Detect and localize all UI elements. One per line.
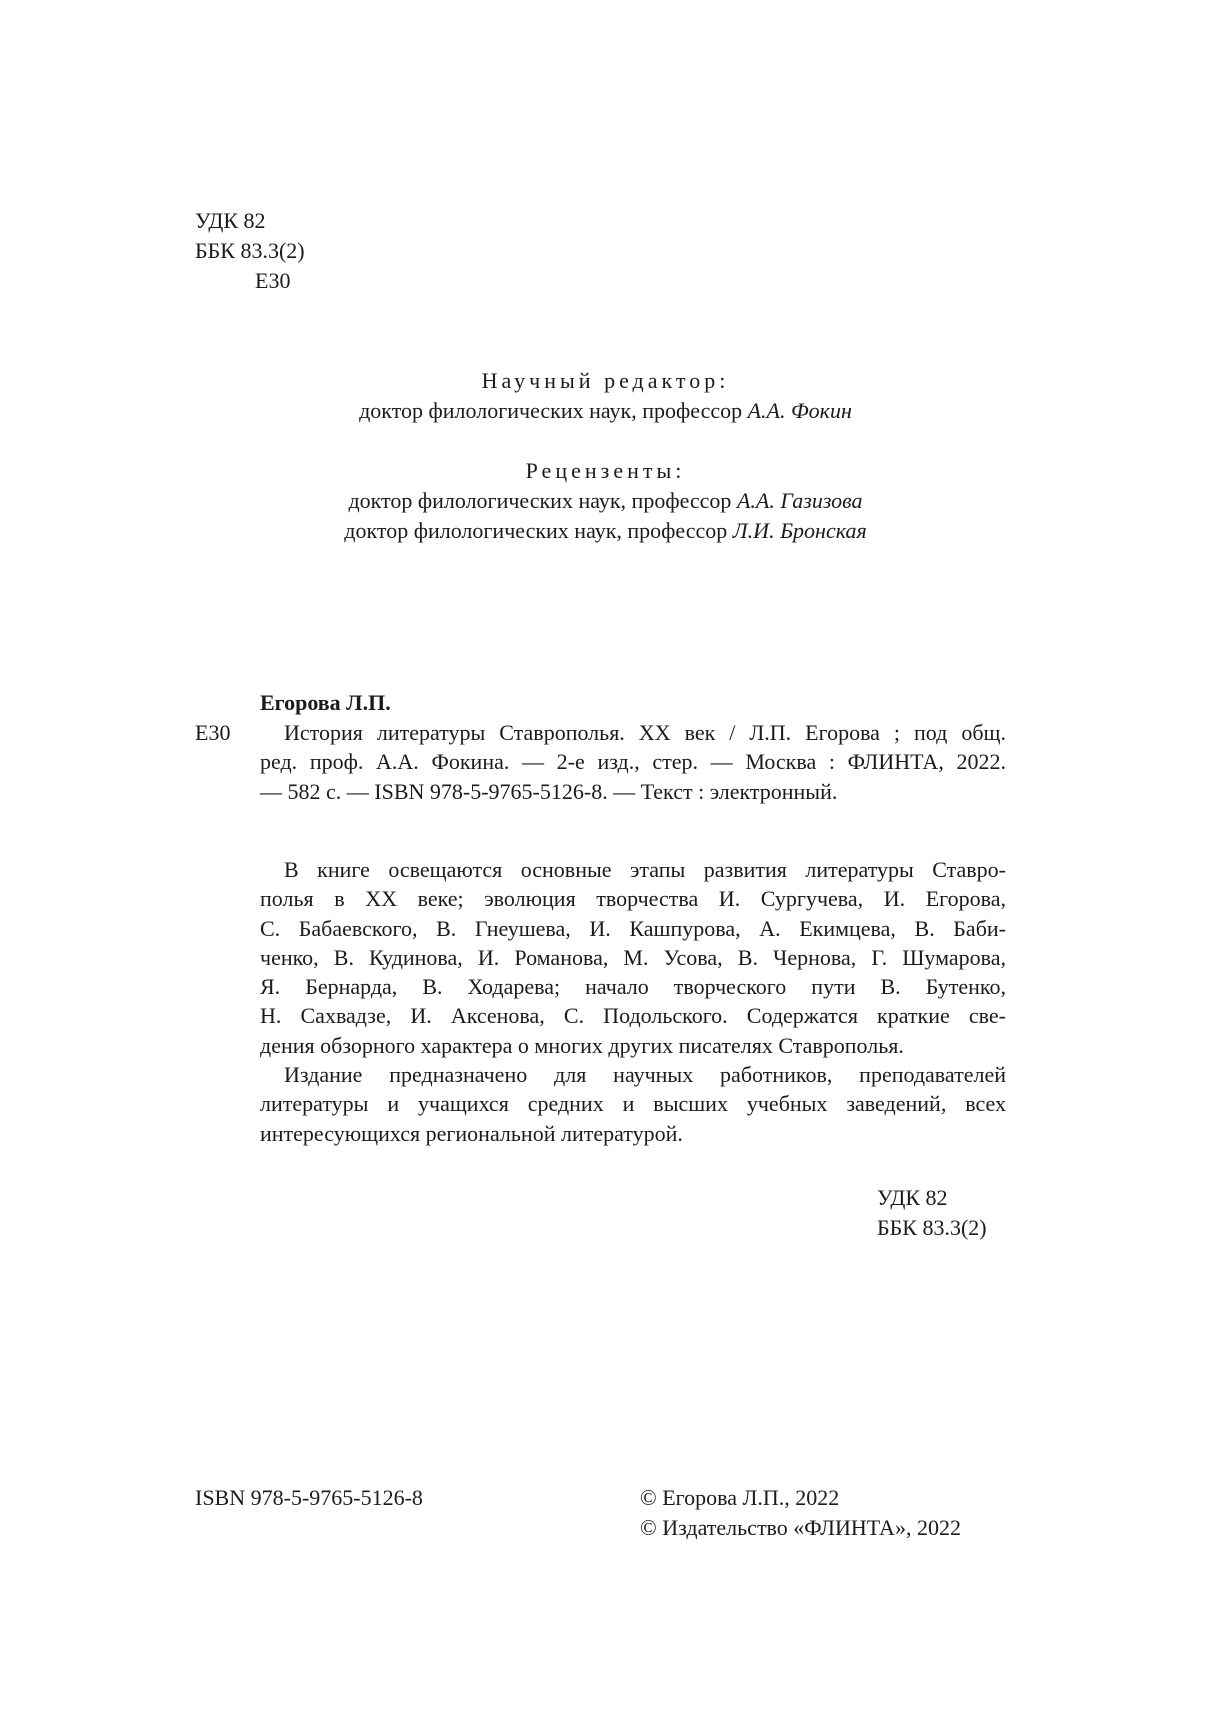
bibliographic-description <box>260 718 1006 806</box>
author-mark-top: Е30 <box>255 268 291 293</box>
annotation-line: Я. Бернарда, В. Ходарева; начало творческого пути В. Бутенко, <box>260 974 1006 1000</box>
scientific-editor-title: доктор филологических наук, профессор <box>359 398 748 423</box>
bibliographic-line: История литературы Ставрополья. XX век / Л.П. Егорова ; под общ. <box>284 720 1006 745</box>
bibliographic-line: — 582 с. — ISBN 978-5-9765-5126-8. — Текст : электронный. <box>260 778 838 804</box>
author-heading: Егорова Л.П. <box>260 690 391 715</box>
bibliographic-line: ред. проф. А.А. Фокина. — 2-е изд., стер. — Москва : ФЛИНТА, 2022. <box>260 749 1006 775</box>
udk-code-top: УДК 82 <box>195 208 266 233</box>
reviewer-name: Л.И. Бронская <box>732 518 867 543</box>
reviewer-line <box>0 486 1211 516</box>
annotation-line: ченко, В. Кудинова, И. Романова, М. Усова, В. Чернова, Г. Шумарова, <box>260 944 1006 970</box>
reviewer-title: доктор филологических наук, профессор <box>344 518 733 543</box>
annotation-line: полья в XX веке; эволюция творчества И. Сургучева, И. Егорова, <box>260 886 1006 912</box>
copyright-publisher: © Издательство «ФЛИНТА», 2022 <box>640 1515 961 1540</box>
annotation-line: литературы и учащихся средних и высших учебных заведений, всех <box>260 1091 1006 1117</box>
bbk-code-bottom: ББК 83.3(2) <box>877 1215 987 1240</box>
copyright-author: © Егорова Л.П., 2022 <box>640 1485 840 1510</box>
reviewer-line <box>0 516 1211 546</box>
bbk-code-top: ББК 83.3(2) <box>195 238 305 263</box>
udk-code-bottom: УДК 82 <box>877 1185 948 1210</box>
author-mark: Е30 <box>195 720 231 745</box>
annotation-line: С. Бабаевского, В. Гнеушева, И. Кашпурова, А. Екимцева, В. Баби- <box>260 915 1006 941</box>
scientific-editor-line <box>0 396 1211 426</box>
annotation-line: интересующихся региональной литературой. <box>260 1120 683 1146</box>
annotation-line: Н. Сахвадзе, И. Аксенова, С. Подольского. Содержатся краткие све- <box>260 1003 1006 1029</box>
annotation-line: Издание предназначено для научных работников, преподавателей <box>284 1062 1006 1087</box>
annotation-paragraph <box>260 1060 1006 1148</box>
annotation-paragraph <box>260 855 1006 1060</box>
reviewer-title: доктор филологических наук, профессор <box>348 488 737 513</box>
reviewer-name: А.А. Газизова <box>736 488 863 513</box>
annotation-line: В книге освещаются основные этапы развития литературы Ставро- <box>284 857 1006 882</box>
annotation-line: дения обзорного характера о многих других писателях Ставрополья. <box>260 1032 904 1058</box>
reviewers-heading: Рецензенты: <box>525 458 686 483</box>
scientific-editor-name: А.А. Фокин <box>747 398 852 423</box>
scientific-editor-heading: Научный редактор: <box>481 368 730 393</box>
isbn: ISBN 978-5-9765-5126-8 <box>195 1485 423 1510</box>
